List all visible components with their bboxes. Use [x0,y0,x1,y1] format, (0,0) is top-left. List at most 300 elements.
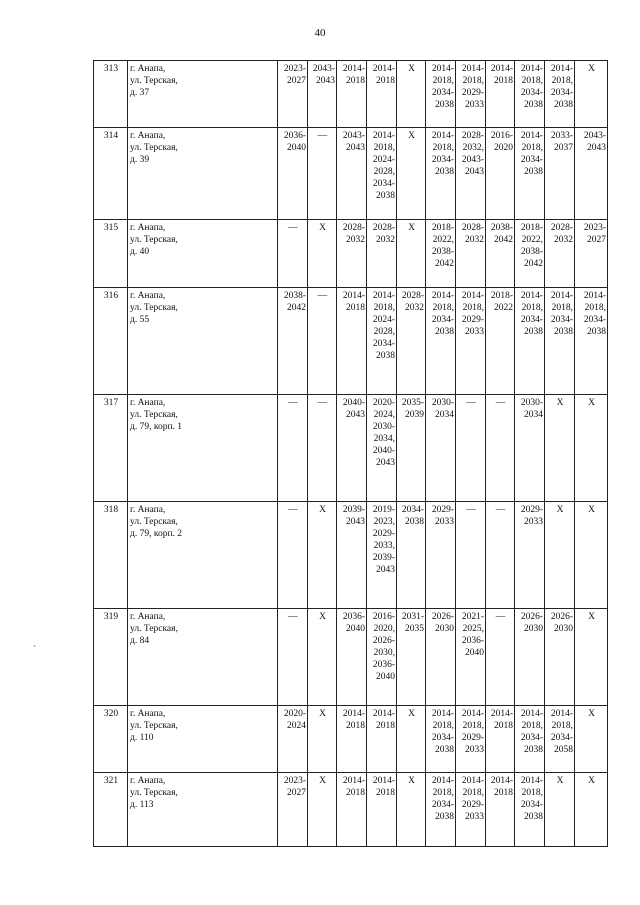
period-value: X [588,612,595,622]
period-value: 2030 [435,624,454,635]
period-value: 2034- [431,733,454,744]
period-cell [278,502,308,609]
period-value: 2026- [520,612,543,622]
period-value: 2014- [461,291,484,301]
period-value: X [319,709,326,719]
period-value: 2042 [287,303,306,314]
period-value: 2039- [372,553,395,564]
period-value: 2018 [494,76,513,87]
period-value: 2033, [373,541,395,552]
period-cell [426,502,456,609]
address-line: д. 113 [130,800,154,811]
row-number: 319 [94,609,128,706]
period-value: 2038- [520,247,543,258]
period-cell [545,220,575,288]
period-value: 2030, [373,648,395,659]
period-value: 2034- [520,155,543,166]
period-value: 2043 [346,410,365,421]
address-line: г. Анапа, [130,505,166,515]
address-cell [128,395,278,502]
period-value: 2034- [372,179,395,190]
period-value: 2038 [376,191,395,202]
schedule-table [93,60,608,847]
period-value: X [319,505,326,515]
period-value: 2034- [520,733,543,744]
address-line: г. Анапа, [130,131,166,141]
period-value: 2034 [524,410,543,421]
period-value: 2038- [283,291,306,301]
period-value: 2028- [342,223,365,233]
period-value: 2014- [520,291,543,301]
period-cell [337,128,367,220]
period-value: 2040 [465,648,484,659]
period-value: 2034- [520,88,543,99]
period-cell [456,128,486,220]
period-value: 2018, [432,788,454,799]
period-value: 2027 [287,76,306,87]
period-value: — [466,398,476,408]
period-cell [515,128,545,220]
address-line: ул. Терская, [130,788,178,799]
period-value: 2029- [461,733,484,744]
period-value: 2026- [431,612,454,622]
period-value: 2026- [550,612,573,622]
period-cell [308,220,337,288]
period-value: 2038 [376,351,395,362]
period-value: 2024- [372,315,395,326]
period-value: 2023, [373,517,395,528]
period-cell [575,395,608,502]
period-cell [308,395,337,502]
period-cell [308,502,337,609]
period-value: 2028- [461,131,484,141]
period-value: 2018- [490,291,513,301]
period-value: 2038 [524,100,543,111]
period-cell [397,395,426,502]
period-value: 2030 [554,624,573,635]
period-value: X [408,131,415,141]
period-value: X [319,223,326,233]
period-value: X [588,776,595,786]
period-value: 2018, [373,303,395,314]
period-cell [397,220,426,288]
period-cell [308,288,337,395]
period-value: 2043 [346,517,365,528]
period-cell [397,61,426,128]
period-value: 2014- [520,64,543,74]
period-cell [515,61,545,128]
period-cell [278,773,308,847]
period-value: 2023- [283,776,306,786]
period-value: 2033 [465,327,484,338]
period-value: 2014- [461,64,484,74]
address-line: д. 37 [130,88,150,99]
period-value: 2038 [524,327,543,338]
address-line: ул. Терская, [130,410,178,421]
table-row [94,220,608,288]
period-value: 2043- [461,155,484,166]
period-value: 2038- [490,223,513,233]
period-value: 2018 [376,788,395,799]
period-cell [308,128,337,220]
period-cell [575,773,608,847]
address-line: г. Анапа, [130,709,166,719]
period-value: X [588,398,595,408]
address-line: ул. Терская, [130,303,178,314]
period-cell [456,61,486,128]
period-cell [308,773,337,847]
period-cell [456,395,486,502]
period-cell [575,706,608,773]
address-line: д. 79, корп. 1 [130,422,183,433]
address-cell [128,706,278,773]
period-cell [456,609,486,706]
period-value: 2043- [342,131,365,141]
period-cell [515,395,545,502]
period-value: 2014- [431,776,454,786]
period-value: X [319,612,326,622]
row-number: 314 [94,128,128,220]
period-cell [337,502,367,609]
period-value: 2034- [372,339,395,350]
period-value: 2030 [524,624,543,635]
period-cell [486,502,515,609]
period-value: 2029- [461,315,484,326]
period-value: 2030- [372,422,395,433]
period-cell [575,609,608,706]
table-row [94,288,608,395]
period-cell [278,220,308,288]
period-value: 2034, [373,434,395,445]
period-value: 2018- [520,223,543,233]
scan-mark: ˋ [33,645,37,656]
period-cell [397,128,426,220]
period-value: 2034- [520,800,543,811]
period-cell [545,395,575,502]
period-value: 2032 [554,235,573,246]
table-row [94,395,608,502]
period-value: 2014- [461,776,484,786]
period-cell [308,609,337,706]
period-value: 2018, [462,76,484,87]
address-line: д. 79, корп. 2 [130,529,183,540]
address-line: г. Анапа, [130,223,166,233]
period-value: 2018 [346,303,365,314]
period-value: 2018 [346,788,365,799]
period-value: 2029- [520,505,543,515]
period-cell [426,220,456,288]
period-value: 2042 [494,235,513,246]
period-value: 2014- [372,709,395,719]
period-value: 2026- [372,636,395,647]
period-value: 2043 [316,76,335,87]
address-line: г. Анапа, [130,291,166,301]
period-value: 2032, [462,143,484,154]
period-value: 2037 [554,143,573,154]
period-value: 2014- [342,709,365,719]
period-cell [515,288,545,395]
period-value: 2032 [465,235,484,246]
period-value: — [317,131,328,141]
period-value: 2031- [401,612,424,622]
period-value: 2014- [461,709,484,719]
period-value: X [556,398,564,408]
period-value: X [319,776,326,786]
period-cell [278,395,308,502]
period-value: — [495,505,506,515]
period-cell [397,773,426,847]
period-value: 2018, [462,788,484,799]
address-line: д. 110 [130,733,154,744]
period-cell [367,220,397,288]
period-value: — [495,612,506,622]
address-line: г. Анапа, [130,612,166,622]
period-value: 2018, [432,303,454,314]
period-value: — [288,612,298,622]
period-value: 2014- [372,131,395,141]
period-value: 2032 [405,303,424,314]
period-value: 2036- [342,612,365,622]
table-row [94,128,608,220]
period-value: 2022, [521,235,543,246]
period-cell [456,220,486,288]
address-line: д. 84 [130,636,150,647]
period-cell [575,220,608,288]
period-value: 2028- [401,291,424,301]
period-cell [486,609,515,706]
period-value: 2025, [462,624,484,635]
period-cell [337,773,367,847]
period-value: 2038 [554,100,573,111]
period-value: 2036- [372,660,395,671]
period-value: 2034 [435,410,454,421]
period-value: 2018 [346,76,365,87]
period-cell [456,288,486,395]
period-cell [426,773,456,847]
period-value: 2036- [283,131,306,141]
period-cell [337,288,367,395]
row-number: 317 [94,395,128,502]
period-value: 2040 [346,624,365,635]
period-value: 2029- [461,88,484,99]
period-cell [367,288,397,395]
period-value: 2018, [432,721,454,732]
period-cell [367,609,397,706]
period-value: X [556,776,564,786]
period-value: 2014- [372,64,395,74]
table-row [94,773,608,847]
period-value: 2016- [372,612,395,622]
table-row [94,609,608,706]
period-value: 2033 [465,812,484,823]
period-value: 2022, [432,235,454,246]
period-cell [337,395,367,502]
period-value: 2042 [524,259,543,270]
period-cell [486,395,515,502]
period-value: 2032 [346,235,365,246]
period-value: 2043 [346,143,365,154]
address-line: д. 55 [130,315,150,326]
period-value: 2018, [551,721,573,732]
period-value: 2028, [373,167,395,178]
period-cell [337,61,367,128]
period-value: 2035- [401,398,424,408]
row-number: 320 [94,706,128,773]
period-cell [545,61,575,128]
address-line: д. 40 [130,247,150,258]
period-value: 2034- [431,315,454,326]
period-cell [308,706,337,773]
period-value: 2018, [584,303,606,314]
period-value: 2029- [461,800,484,811]
table-row [94,706,608,773]
period-value: 2014- [342,776,365,786]
period-value: 2034- [401,505,424,515]
period-value: 2014- [520,131,543,141]
period-value: — [288,223,298,233]
period-value: 2014- [431,291,454,301]
period-cell [486,773,515,847]
table-row [94,61,608,128]
period-value: 2020- [283,709,306,719]
address-line: г. Анапа, [130,398,166,408]
period-value: 2018, [521,143,543,154]
period-value: 2039- [342,505,365,515]
period-cell [367,706,397,773]
period-cell [515,220,545,288]
period-value: 2014- [520,776,543,786]
period-value: 2022 [494,303,513,314]
period-value: 2018, [521,76,543,87]
period-value: 2018- [431,223,454,233]
period-value: 2018 [376,76,395,87]
period-value: 2014- [520,709,543,719]
period-cell [515,502,545,609]
period-cell [545,706,575,773]
address-line: г. Анапа, [130,64,166,74]
period-value: 2018, [432,76,454,87]
period-cell [367,128,397,220]
period-value: 2028- [372,223,395,233]
period-value: 2020 [494,143,513,154]
period-value: 2014- [583,291,606,301]
period-cell [337,220,367,288]
period-value: 2018, [462,721,484,732]
period-cell [426,61,456,128]
period-value: 2034- [520,315,543,326]
period-value: 2014- [431,131,454,141]
period-value: X [408,64,415,74]
period-value: 2024 [287,721,306,732]
period-cell [367,395,397,502]
period-cell [575,61,608,128]
period-value: 2020- [372,398,395,408]
period-value: 2018, [462,303,484,314]
period-value: 2024, [373,410,395,421]
period-value: 2023- [583,223,606,233]
period-value: 2024- [372,155,395,166]
period-value: 2014- [342,291,365,301]
address-line: ул. Терская, [130,517,178,528]
period-value: 2038 [435,327,454,338]
period-value: 2043 [465,167,484,178]
period-value: 2038 [435,745,454,756]
period-cell [456,773,486,847]
period-cell [426,128,456,220]
period-value: 2018, [551,303,573,314]
address-cell [128,128,278,220]
period-value: 2038 [435,812,454,823]
period-value: — [495,398,506,408]
period-value: 2028- [461,223,484,233]
period-value: — [288,505,298,515]
period-value: 2028- [550,223,573,233]
period-value: 2040 [287,143,306,154]
period-value: 2033 [465,745,484,756]
period-cell [486,220,515,288]
period-value: 2058 [554,745,573,756]
period-value: X [588,64,595,74]
period-value: 2039 [405,410,424,421]
row-number: 318 [94,502,128,609]
period-value: 2038 [405,517,424,528]
period-value: 2033 [435,517,454,528]
period-value: 2021- [461,612,484,622]
period-cell [545,609,575,706]
table-row [94,502,608,609]
period-value: 2018, [521,788,543,799]
address-line: ул. Терская, [130,721,178,732]
page-number: 40 [314,27,326,39]
period-value: 2038 [524,167,543,178]
period-value: 2038 [435,100,454,111]
row-number: 316 [94,288,128,395]
period-value: 2034- [431,800,454,811]
period-cell [575,288,608,395]
period-value: 2018, [373,143,395,154]
address-line: ул. Терская, [130,143,178,154]
period-value: 2034- [431,88,454,99]
period-value: 2014- [550,709,573,719]
address-cell [128,288,278,395]
period-value: 2033 [465,100,484,111]
period-value: 2038 [524,812,543,823]
period-value: 2033 [524,517,543,528]
period-value: 2030- [520,398,543,408]
period-value: X [588,505,595,515]
period-value: 2038 [554,327,573,338]
period-value: 2043 [587,143,606,154]
period-value: 2043 [376,565,395,576]
period-value: 2014- [372,776,395,786]
period-value: 2014- [342,64,365,74]
period-cell [278,706,308,773]
period-value: 2018 [346,721,365,732]
period-cell [426,395,456,502]
period-cell [308,61,337,128]
period-cell [545,128,575,220]
period-cell [278,288,308,395]
period-value: 2034- [583,315,606,326]
period-value: 2014- [372,291,395,301]
period-cell [397,609,426,706]
period-value: 2016- [490,131,513,141]
period-value: 2023- [283,64,306,74]
period-value: 2018, [551,76,573,87]
period-value: 2042 [435,259,454,270]
period-value: 2034- [431,155,454,166]
period-value: — [466,505,476,515]
